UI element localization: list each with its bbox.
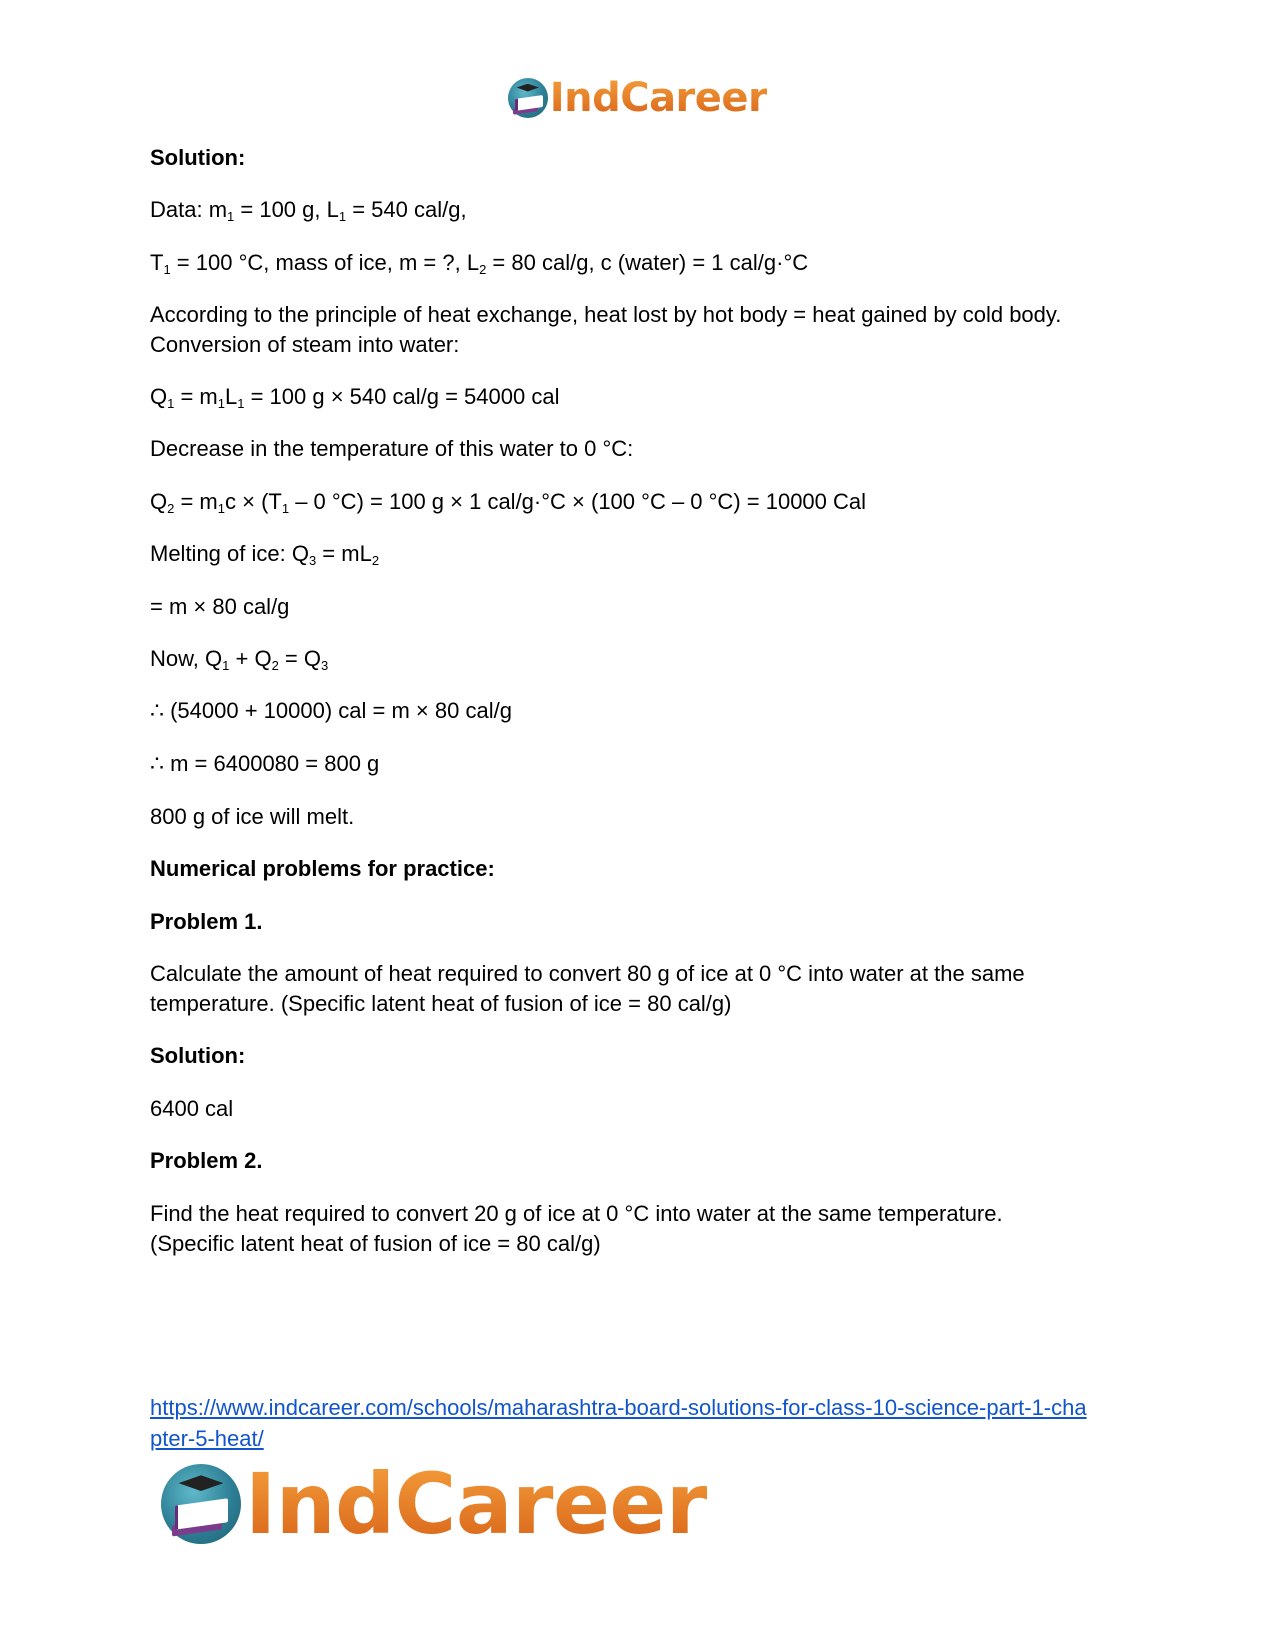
decrease-line: Decrease in the temperature of this water to 0 °C: xyxy=(150,436,634,461)
q1-equation: $Q_1 = m_1L_1 = 100$ g × 540 cal/g = 54000 cal xyxy=(150,384,560,411)
problem2-text-line2: (Specific latent heat of fusion of ice = 80 cal/g) xyxy=(150,1231,601,1256)
solution2-heading: Solution: xyxy=(150,1043,246,1068)
footer-logo-wordmark: IndCareer xyxy=(245,1455,707,1553)
logo-wordmark: IndCareer xyxy=(549,75,768,121)
ice-melt-line: 800 g of ice will melt. xyxy=(150,804,355,829)
therefore-line-1: ∴ (54000 + 10000) cal = m × 80 cal/g xyxy=(150,698,512,723)
problem1-text-line2: temperature. (Specific latent heat of fusion of ice = 80 cal/g) xyxy=(150,991,732,1016)
practice-heading: Numerical problems for practice: xyxy=(150,856,495,881)
conversion-line: Conversion of steam into water: xyxy=(150,332,460,357)
indcareer-logo xyxy=(508,75,768,121)
problem2-heading: Problem 2. xyxy=(150,1148,263,1173)
now-equation: Now, $Q_1 + Q_2 = Q_3$ xyxy=(150,646,329,673)
m80-line: = m × 80 cal/g xyxy=(150,594,290,619)
graduation-book-icon xyxy=(161,1464,241,1544)
principle-line: According to the principle of heat exchange, heat lost by hot body = heat gained by cold body. xyxy=(150,302,1062,327)
problem1-heading: Problem 1. xyxy=(150,909,263,934)
solution-heading: Solution: xyxy=(150,145,246,170)
data-line: Data: $m_1 = 100$ g, $L_1 = 540$ cal/g, xyxy=(150,197,467,224)
problem1-text-line1: Calculate the amount of heat required to convert 80 g of ice at 0 °C into water at the same xyxy=(150,961,1025,986)
q2-equation: $Q_2 = m_1c \times (T_1 - 0$ °C) = 100 g × 1 cal/g·°C × (100 °C – 0 °C) = 10000 Cal xyxy=(150,489,867,516)
solution2-value: 6400 cal xyxy=(150,1096,234,1121)
footer-indcareer-logo xyxy=(161,1455,707,1553)
melting-line: Melting of ice: $Q_3 = mL_2$ xyxy=(150,541,380,568)
header xyxy=(0,75,1275,121)
graduation-book-icon xyxy=(508,78,548,118)
therefore-line-2: ∴ m = 6400080 = 800 g xyxy=(150,751,380,776)
t1-line: $T_1 = 100$ °C, mass of ice, m = ?, $L_2 = 80$ cal/g, c (water) = 1 cal/g·°C xyxy=(150,250,809,277)
source-url-link[interactable]: https://www.indcareer.com/schools/maharashtra-board-solutions-for-class-10-science-part-1-cha pter-5-heat/ xyxy=(150,1395,1087,1451)
problem2-text-line1: Find the heat required to convert 20 g of ice at 0 °C into water at the same temperature. xyxy=(150,1201,1003,1226)
